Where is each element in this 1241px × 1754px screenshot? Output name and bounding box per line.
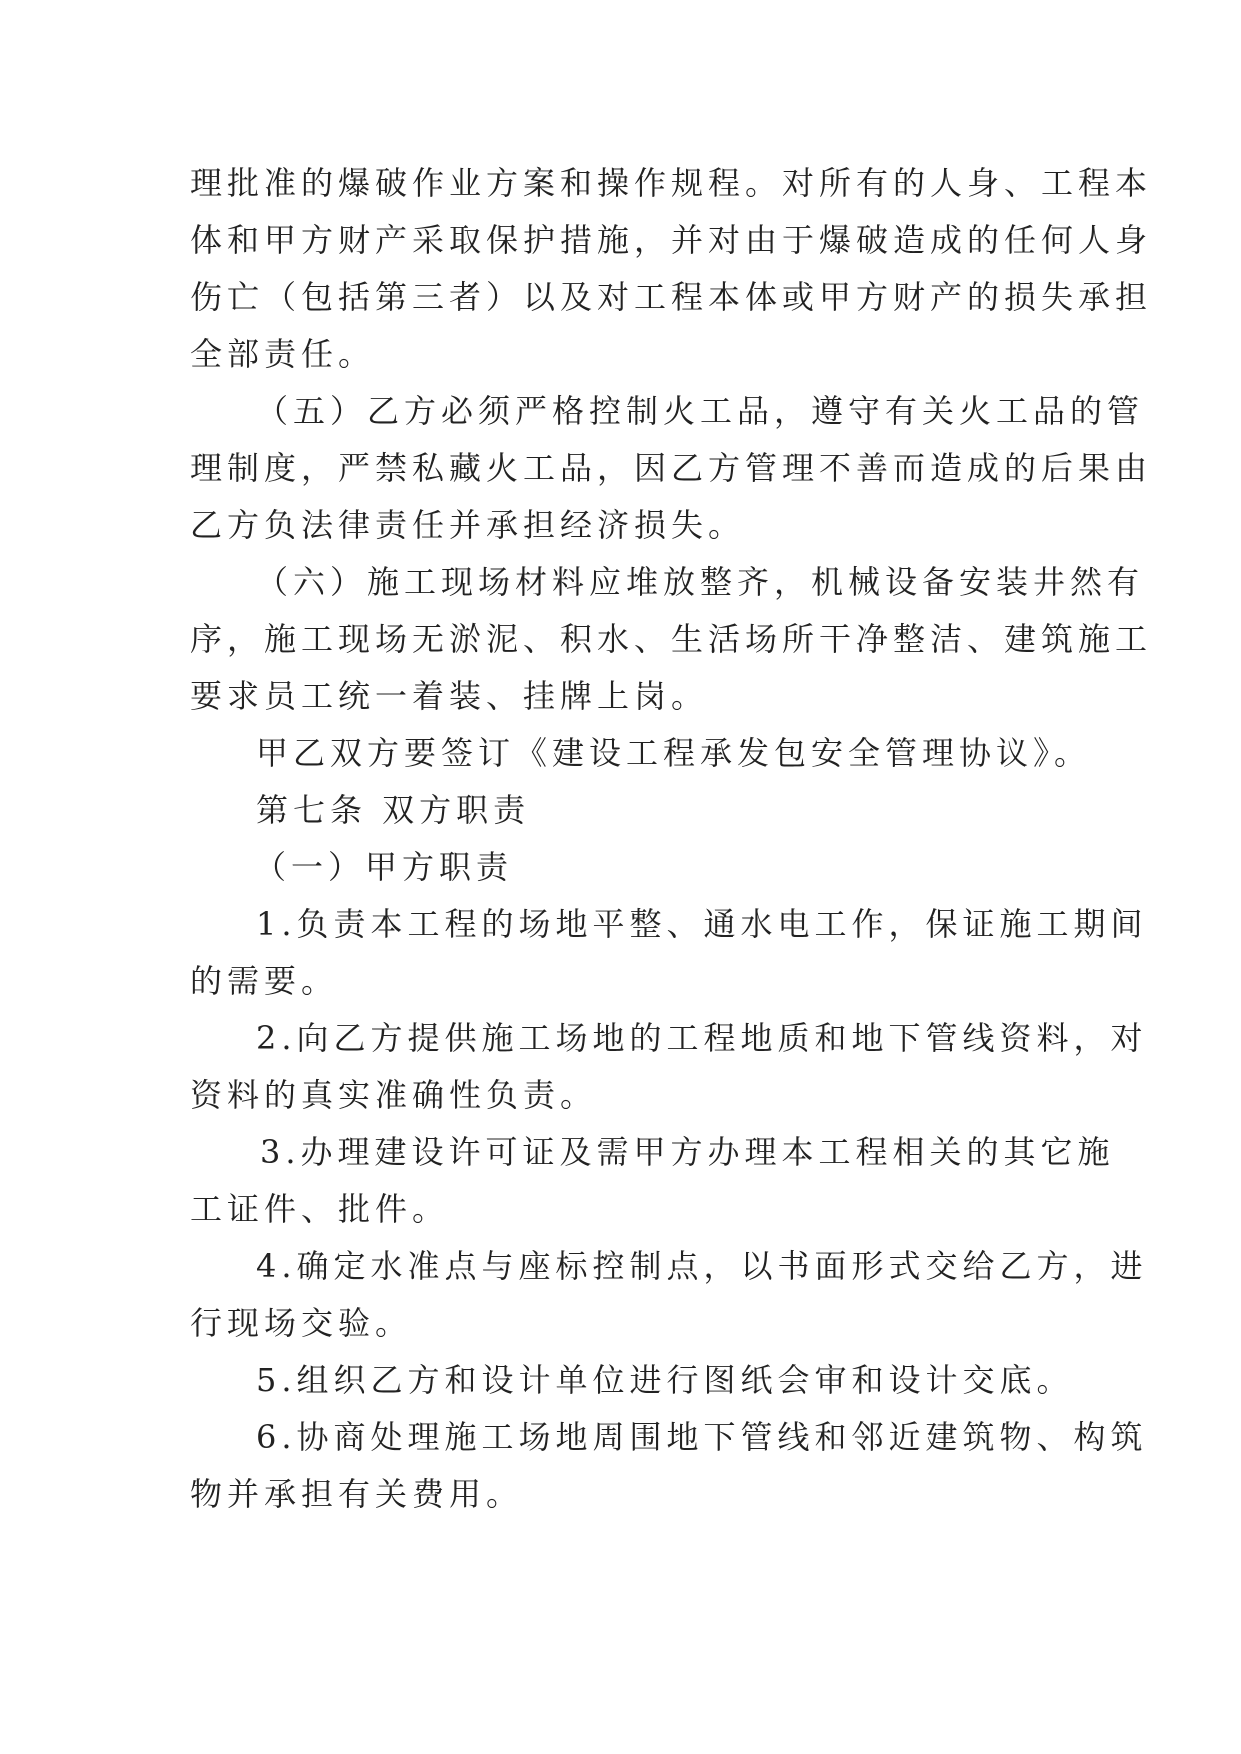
text-line: 全部责任。 xyxy=(190,335,376,373)
subsection-heading: （一）甲方职责 xyxy=(254,848,514,886)
text-line: 序，施工现场无淤泥、积水、生活场所干净整洁、建筑施工 xyxy=(190,620,1153,658)
text-line: （五）乙方必须严格控制火工品，遵守有关火工品的管 xyxy=(256,392,1145,430)
section-heading: 第七条 双方职责 xyxy=(256,791,531,829)
text-line: 要求员工统一着装、挂牌上岗。 xyxy=(190,677,709,715)
text-line: （六）施工现场材料应堆放整齐，机械设备安装井然有 xyxy=(256,563,1145,601)
text-line: 的需要。 xyxy=(190,962,339,1000)
text-line: 物并承担有关费用。 xyxy=(190,1475,524,1513)
text-line: 体和甲方财产采取保护措施，并对由于爆破造成的任何人身 xyxy=(190,221,1153,259)
list-item: 5.组织乙方和设计单位进行图纸会审和设计交底。 xyxy=(256,1361,1074,1399)
list-item: 2.向乙方提供施工场地的工程地质和地下管线资料，对 xyxy=(256,1019,1148,1057)
text-line: 理批准的爆破作业方案和操作规程。对所有的人身、工程本 xyxy=(190,164,1153,202)
list-item: 1.负责本工程的场地平整、通水电工作，保证施工期间 xyxy=(256,905,1148,943)
text-line: 甲乙双方要签订《建设工程承发包安全管理协议》。 xyxy=(256,734,1092,772)
text-line: 资料的真实准确性负责。 xyxy=(190,1076,598,1114)
list-item: 4.确定水准点与座标控制点，以书面形式交给乙方，进 xyxy=(256,1247,1148,1285)
list-item: 6.协商处理施工场地周围地下管线和邻近建筑物、构筑 xyxy=(256,1418,1148,1456)
text-line: 理制度，严禁私藏火工品，因乙方管理不善而造成的后果由 xyxy=(190,449,1153,487)
document-body xyxy=(190,155,1153,1523)
text-line: 工证件、批件。 xyxy=(190,1190,450,1228)
text-line: 伤亡（包括第三者）以及对工程本体或甲方财产的损失承担 xyxy=(190,278,1153,316)
text-line: 行现场交验。 xyxy=(190,1304,413,1342)
text-line: 乙方负法律责任并承担经济损失。 xyxy=(190,506,746,544)
list-item: 3.办理建设许可证及需甲方办理本工程相关的其它施 xyxy=(260,1133,1115,1171)
